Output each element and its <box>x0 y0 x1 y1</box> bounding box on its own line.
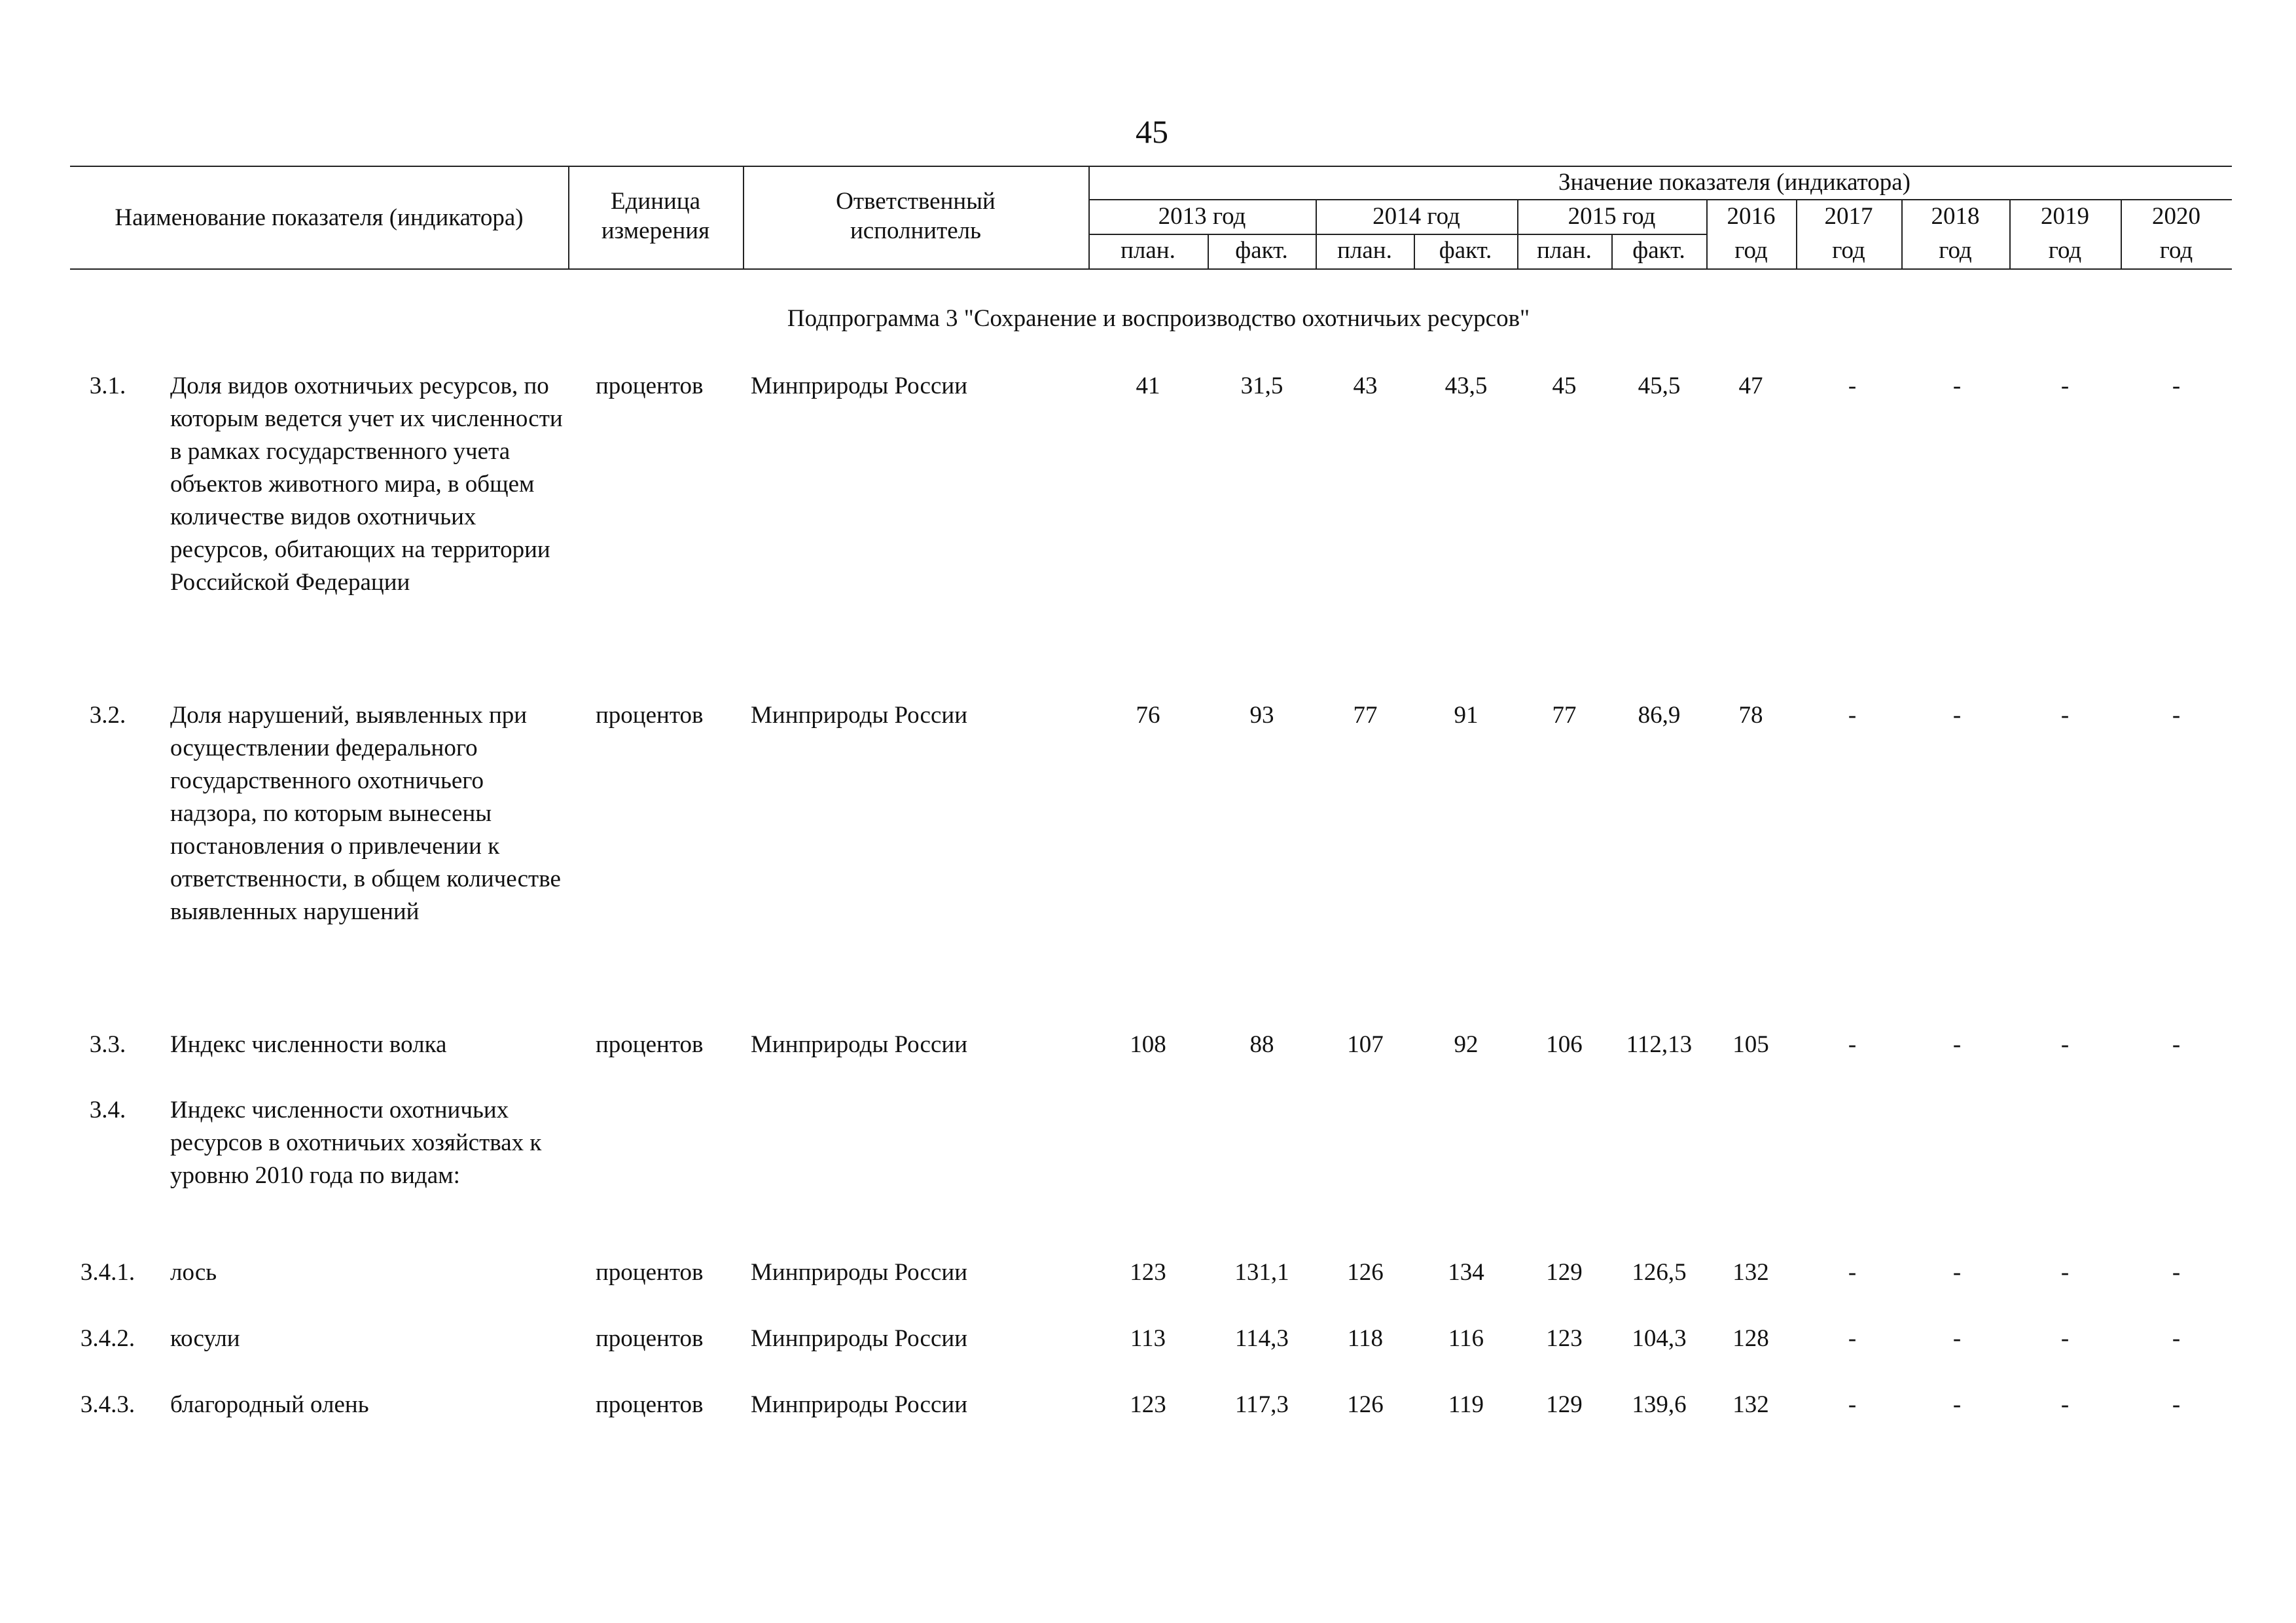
header-resp-1: Ответственный <box>836 188 996 215</box>
header-year-2014: 2014 год <box>1372 203 1460 230</box>
value-2019: - <box>2060 1325 2070 1352</box>
row-unit: процентов <box>596 1259 704 1286</box>
page-number: 45 <box>1136 113 1168 150</box>
value-2020: - <box>2172 1325 2181 1352</box>
header-line-subyears <box>1088 234 1706 235</box>
header-top-line <box>70 166 2232 167</box>
header-year-2020: 2020 <box>2152 203 2200 230</box>
header-plan: план. <box>1121 237 1175 264</box>
header-fact: факт. <box>1235 237 1288 264</box>
value-2018: - <box>1952 373 1962 399</box>
header-plan: план. <box>1537 237 1592 264</box>
header-god: год <box>1832 237 1865 264</box>
value-2019: - <box>2060 1031 2070 1058</box>
value-2015-fact: 139,6 <box>1632 1391 1687 1418</box>
header-unit-2: измерения <box>601 217 710 244</box>
header-unit-1: Единица <box>610 188 701 215</box>
header-resp-2: исполнитель <box>850 217 982 244</box>
value-2016: 47 <box>1738 373 1763 399</box>
header-value: Значение показателя (индикатора) <box>1558 169 1910 196</box>
value-2014-fact: 134 <box>1448 1259 1484 1286</box>
value-2014-plan: 77 <box>1353 702 1378 729</box>
value-2013-fact: 114,3 <box>1235 1325 1289 1352</box>
value-2014-fact: 119 <box>1448 1391 1484 1418</box>
value-2018: - <box>1952 1031 1962 1058</box>
header-year-2017: 2017 <box>1824 203 1873 230</box>
value-2014-plan: 118 <box>1347 1325 1384 1352</box>
value-2013-fact: 88 <box>1249 1031 1274 1058</box>
row-name: Индекс численности охотничьих ресурсов в охотничьих хозяйствах к уровню 2010 года по видам: <box>170 1097 542 1189</box>
value-2015-fact: 126,5 <box>1632 1259 1687 1286</box>
row-number: 3.4.3. <box>80 1391 135 1418</box>
row-unit: процентов <box>596 373 704 399</box>
value-2020: - <box>2172 1391 2181 1418</box>
row-number: 3.4.2. <box>80 1325 135 1352</box>
value-2018: - <box>1952 1325 1962 1352</box>
row-name: Доля нарушений, выявленных при осуществлении федерального государственного охотничьего надзора, по которым вынесены постановления о привлечении к ответственности, в общем количестве выявленных нарушений <box>170 702 561 925</box>
value-2016: 105 <box>1732 1031 1769 1058</box>
value-2017: - <box>1848 1031 1857 1058</box>
subprogram-title: Подпрограмма 3 "Сохранение и воспроизводство охотничьих ресурсов" <box>787 305 1530 332</box>
value-2019: - <box>2060 373 2070 399</box>
header-god: год <box>1939 237 1972 264</box>
header-fact: факт. <box>1439 237 1492 264</box>
value-2014-plan: 126 <box>1347 1391 1384 1418</box>
header-god: год <box>1734 237 1768 264</box>
value-2014-fact: 92 <box>1454 1031 1479 1058</box>
header-line-years <box>1088 199 2232 200</box>
value-2013-fact: 31,5 <box>1240 373 1283 399</box>
value-2013-plan: 113 <box>1130 1325 1166 1352</box>
value-2015-fact: 112,13 <box>1626 1031 1693 1058</box>
header-year-2016: 2016 <box>1727 203 1776 230</box>
value-2013-plan: 41 <box>1136 373 1160 399</box>
header-fact: факт. <box>1632 237 1685 264</box>
value-2015-fact: 86,9 <box>1638 702 1681 729</box>
row-responsible: Минприроды России <box>751 1391 967 1418</box>
row-number: 3.4. <box>89 1097 126 1123</box>
value-2018: - <box>1952 1391 1962 1418</box>
value-2016: 128 <box>1732 1325 1769 1352</box>
row-number: 3.2. <box>89 702 126 729</box>
value-2014-plan: 43 <box>1353 373 1378 399</box>
value-2017: - <box>1848 702 1857 729</box>
row-unit: процентов <box>596 1325 704 1352</box>
header-plan: план. <box>1337 237 1392 264</box>
value-2020: - <box>2172 1031 2181 1058</box>
value-2014-fact: 91 <box>1454 702 1479 729</box>
value-2020: - <box>2172 702 2181 729</box>
value-2017: - <box>1848 1325 1857 1352</box>
value-2013-fact: 117,3 <box>1235 1391 1289 1418</box>
value-2018: - <box>1952 702 1962 729</box>
value-2015-fact: 104,3 <box>1632 1325 1687 1352</box>
value-2019: - <box>2060 702 2070 729</box>
row-number: 3.4.1. <box>80 1259 135 1286</box>
row-responsible: Минприроды России <box>751 702 967 729</box>
value-2017: - <box>1848 1259 1857 1286</box>
row-name: Индекс численности волка <box>170 1031 447 1058</box>
value-2015-plan: 129 <box>1546 1391 1583 1418</box>
value-2014-fact: 116 <box>1448 1325 1484 1352</box>
row-name: Доля видов охотничьих ресурсов, по которым ведется учет их численности в рамках государственного учета объектов животного мира, в общем количестве видов охотничьих ресурсов, обитающих на территории Российской Федерации <box>170 373 563 596</box>
value-2016: 132 <box>1732 1259 1769 1286</box>
value-2015-plan: 106 <box>1546 1031 1583 1058</box>
row-responsible: Минприроды России <box>751 1325 967 1352</box>
value-2013-plan: 108 <box>1130 1031 1166 1058</box>
value-2014-plan: 107 <box>1347 1031 1384 1058</box>
header-god: год <box>2159 237 2193 264</box>
header-year-2015: 2015 год <box>1568 203 1656 230</box>
value-2016: 78 <box>1738 702 1763 729</box>
row-responsible: Минприроды России <box>751 1031 967 1058</box>
row-name: благородный олень <box>170 1391 369 1418</box>
row-unit: процентов <box>596 1031 704 1058</box>
value-2018: - <box>1952 1259 1962 1286</box>
row-unit: процентов <box>596 702 704 729</box>
row-name: лось <box>170 1259 217 1286</box>
header-god: год <box>2048 237 2082 264</box>
row-name: косули <box>170 1325 240 1352</box>
header-year-2018: 2018 <box>1931 203 1980 230</box>
value-2014-fact: 43,5 <box>1444 373 1488 399</box>
value-2013-fact: 93 <box>1249 702 1274 729</box>
value-2019: - <box>2060 1259 2070 1286</box>
row-unit: процентов <box>596 1391 704 1418</box>
header-year-2013: 2013 год <box>1158 203 1246 230</box>
header-year-2019: 2019 <box>2041 203 2089 230</box>
value-2013-fact: 131,1 <box>1234 1259 1289 1286</box>
value-2013-plan: 123 <box>1130 1259 1166 1286</box>
row-number: 3.3. <box>89 1031 126 1058</box>
header-bottom-line <box>70 268 2232 270</box>
value-2017: - <box>1848 1391 1857 1418</box>
value-2020: - <box>2172 1259 2181 1286</box>
value-2014-plan: 126 <box>1347 1259 1384 1286</box>
value-2015-plan: 123 <box>1546 1325 1583 1352</box>
header-name: Наименование показателя (индикатора) <box>115 204 524 231</box>
value-2015-plan: 45 <box>1552 373 1577 399</box>
value-2015-fact: 45,5 <box>1638 373 1681 399</box>
value-2015-plan: 77 <box>1552 702 1577 729</box>
value-2019: - <box>2060 1391 2070 1418</box>
value-2020: - <box>2172 373 2181 399</box>
value-2015-plan: 129 <box>1546 1259 1583 1286</box>
value-2017: - <box>1848 373 1857 399</box>
value-2013-plan: 76 <box>1136 702 1160 729</box>
row-responsible: Минприроды России <box>751 1259 967 1286</box>
value-2013-plan: 123 <box>1130 1391 1166 1418</box>
value-2016: 132 <box>1732 1391 1769 1418</box>
row-number: 3.1. <box>89 373 126 399</box>
row-responsible: Минприроды России <box>751 373 967 399</box>
